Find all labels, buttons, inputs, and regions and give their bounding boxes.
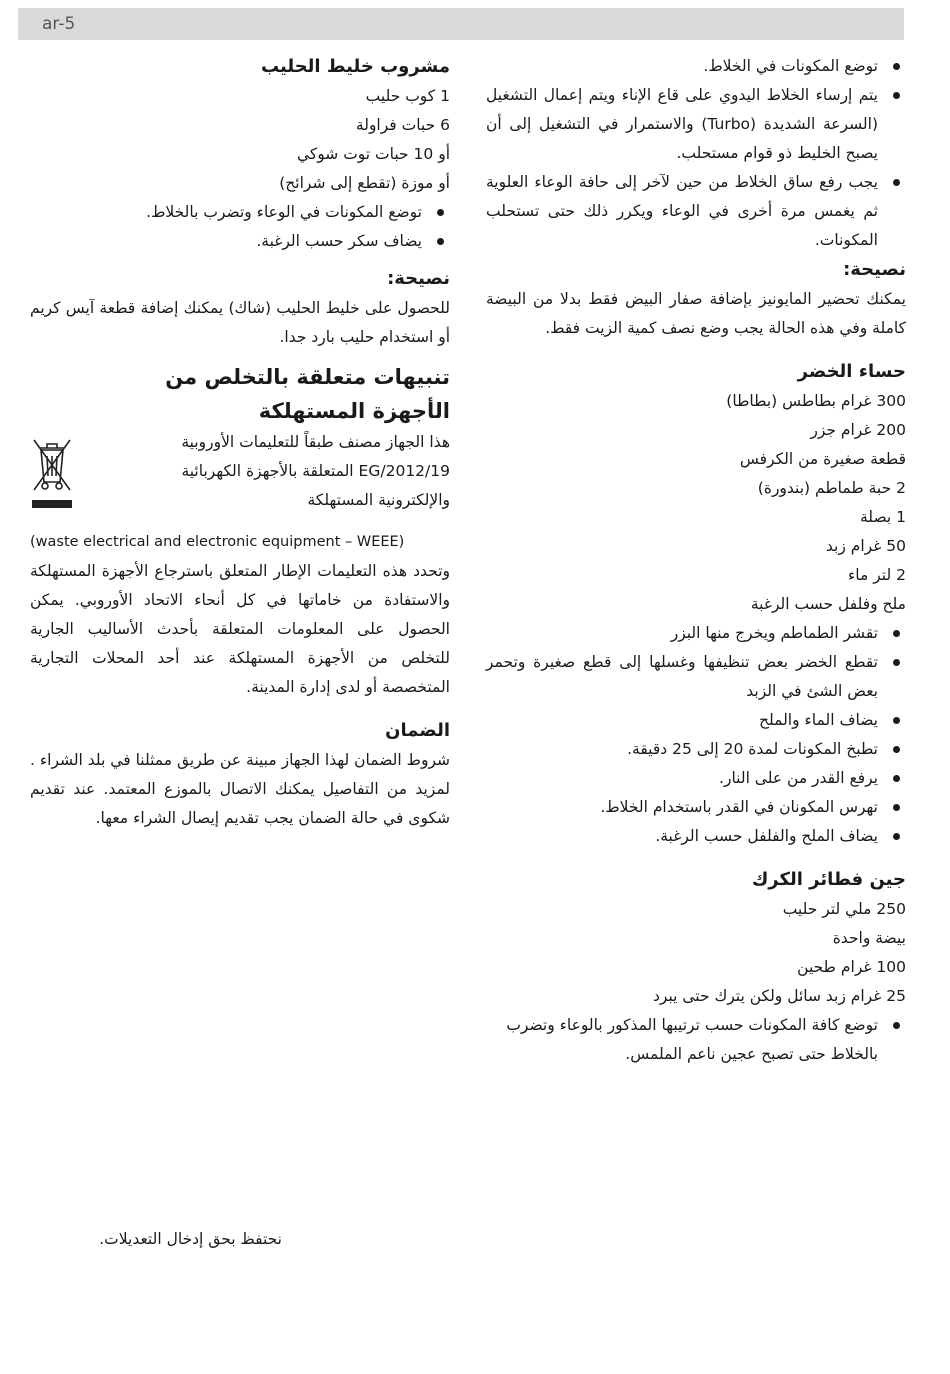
weee-text [84, 428, 450, 515]
ingredient: 200 غرام جزر [810, 421, 906, 439]
ingredient: 2 لتر ماء [848, 566, 906, 584]
list-item: يضاف الملح والفلفل حسب الرغبة. [486, 822, 906, 851]
list-item: تقطع الخضر بعض تنظيفها وغسلها إلى قطع صغيرة وتحمر بعض الشئ في الزبد [486, 648, 906, 706]
ingredient: 2 حبة طماطم (بندورة) [757, 479, 906, 497]
weee-line: هذا الجهاز مصنف طبقاً للتعليمات الأوروبية [181, 433, 450, 451]
disposal-heading [30, 360, 450, 428]
milkshake-heading: مشروب خليط الحليب [260, 56, 450, 77]
list-item: تهرس المكونان في القدر باستخدام الخلاط. [486, 793, 906, 822]
ingredient: بيضة واحدة [832, 929, 906, 947]
ingredient: 1 كوب حليب [365, 87, 450, 105]
crepes-heading: جين فطائر الكرك [751, 869, 906, 890]
right-column [486, 52, 906, 1069]
soup-steps-list [486, 619, 906, 851]
ingredient: أو 10 حبات توت شوكي [296, 145, 450, 163]
crepes-steps-list [486, 1011, 906, 1069]
ingredient: ملح وفلفل حسب الرغبة [750, 595, 906, 613]
footer-note: نحتفظ بحق إدخال التعديلات. [99, 1230, 282, 1248]
list-item: يضاف الماء والملح [486, 706, 906, 735]
disposal-heading-line: تنبيهات متعلقة بالتخلص من [165, 365, 450, 389]
ingredient: قطعة صغيرة من الكرفس [739, 450, 906, 468]
milkshake-ingredients [30, 82, 450, 198]
tip-text: يمكنك تحضير المايونيز بإضافة صفار البيض فقط بدلا من البيضة كاملة وفي هذه الحالة يجب وضع نصف كمية الزيت فقط. [486, 290, 906, 337]
disposal-heading-line: الأجهزة المستهلكة [258, 399, 450, 423]
list-item: توضع المكونات في الوعاء وتضرب بالخلاط. [30, 198, 450, 227]
list-item: توضع كافة المكونات حسب ترتيبها المذكور بالوعاء وتضرب بالخلاط حتى تصبح عجين ناعم الملمس. [486, 1011, 906, 1069]
warranty-body: شروط الضمان لهذا الجهاز مبينة عن طريق ممثلنا في بلد الشراء . لمزيد من التفاصيل يمكنك الاتصال بالموزع المعتمد. عند تقديم شكوى في حالة الضمان يجب تقديم إيصال الشراء معها. [30, 751, 450, 827]
crepes-ingredients [486, 895, 906, 1011]
ingredient: 250 ملي لتر حليب [782, 900, 906, 918]
ingredient: 6 حبات فراولة [355, 116, 450, 134]
left-column [30, 52, 450, 833]
list-item: يتم إرساء الخلاط اليدوي على قاع الإناء ويتم إعمال التشغيل (السرعة الشديدة (Turbo) والاستمرار في التشغيل إلى أن يصبح الخليط ذو قوام مستحلب. [486, 81, 906, 168]
weee-line: 2012/19/EG المتعلقة بالأجهزة الكهربائية [181, 462, 450, 480]
crossed-out-wheelie-bin-icon [30, 434, 74, 528]
tip-heading: نصيحة: [387, 268, 450, 289]
weee-english-text: (waste electrical and electronic equipment – WEEE) [30, 534, 405, 550]
list-item: يرفع القدر من على النار. [486, 764, 906, 793]
tip-heading: نصيحة: [843, 259, 906, 280]
list-item: توضع المكونات في الخلاط. [486, 52, 906, 81]
ingredient: 50 غرام زبد [825, 537, 906, 555]
soup-ingredients [486, 387, 906, 619]
list-item: يضاف سكر حسب الرغبة. [30, 227, 450, 256]
milkshake-steps-list [30, 198, 450, 256]
page-header [18, 8, 904, 40]
list-item: يجب رفع ساق الخلاط من حين لآخر إلى حافة الوعاء العلوية ثم يغمس مرة أخرى في الوعاء ويكرر ذلك حتى تستحلب المكونات. [486, 168, 906, 255]
disposal-body: وتحدد هذه التعليمات الإطار المتعلق باسترجاع الأجهزة المستهلكة والاستفادة من خاماتها في كل أنحاء الاتحاد الأوروبي. يمكن الحصول على المعلومات المتعلقة بأحدث الأساليب الجارية للتخلص من الأجهزة المستهلكة عند أحد المحلات التجارية المتخصصة أو لدى إدارة المدينة. [30, 562, 450, 696]
weee-line: والإلكترونية المستهلكة [307, 491, 450, 509]
list-item: تطبخ المكونات لمدة 20 إلى 25 دقيقة. [486, 735, 906, 764]
list-item: تقشر الطماطم ويخرج منها البزر [486, 619, 906, 648]
ingredient: 100 غرام طحين [797, 958, 906, 976]
ingredient: 300 غرام بطاطس (بطاطا) [726, 392, 906, 410]
soup-heading: حساء الخضر [797, 361, 906, 382]
page-number: ar-5 [42, 14, 76, 34]
warranty-heading: الضمان [385, 720, 450, 741]
ingredient: 25 غرام زبد سائل ولكن يترك حتى يبرد [653, 987, 906, 1005]
mayonnaise-steps-list [486, 52, 906, 255]
tip-text: للحصول على خليط الحليب (شاك) يمكنك إضافة قطعة آيس كريم أو استخدام حليب بارد جدا. [30, 299, 450, 346]
weee-notice [30, 428, 450, 557]
ingredient: أو موزة (تقطع إلى شرائح) [279, 174, 450, 192]
ingredient: 1 بصلة [860, 508, 906, 526]
